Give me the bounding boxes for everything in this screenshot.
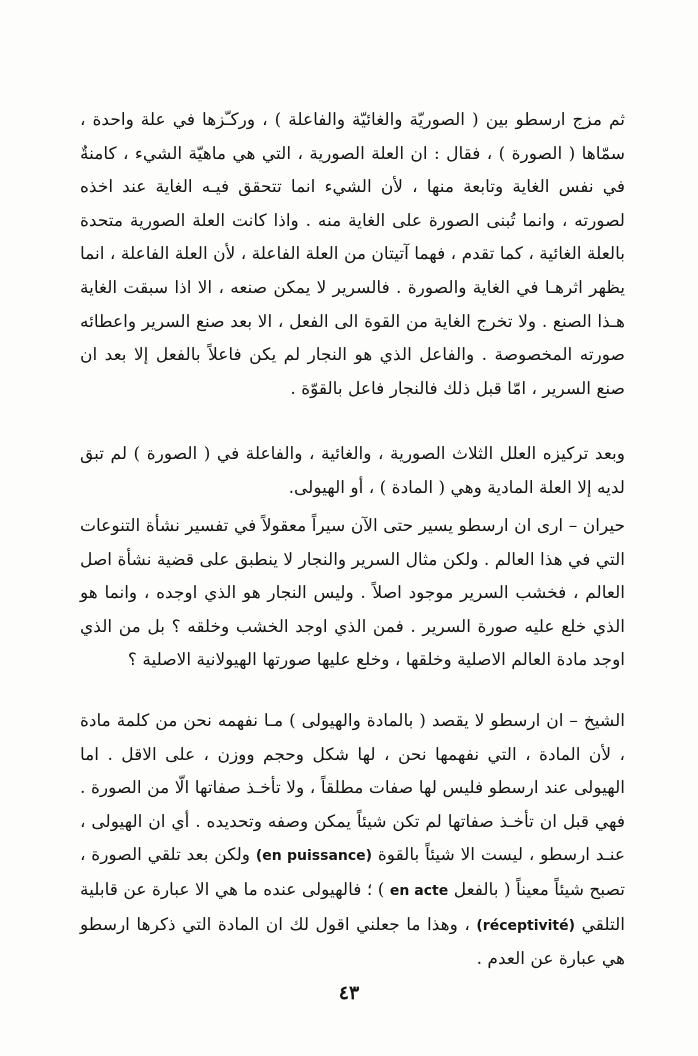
paragraph-aristotle-causes: ثم مزج ارسطو بين ( الصوريّة والغائيّة والفاعلة ) ، وركـّزها في علة واحدة ، سمّاها ( الصورة ) ، فقال : ان العلة الصورية ، التي هي ماهيّة الشيء ، كامنةٌ في نفس الغاية وتابعة منها ، لأن الشيء انما تتحقق فيـه الغاية عند اخذه لصورته ، وانما تُبنى الصورة على الغاية منه . واذا كانت العلة الصورية متحدة بالعلة الغائية ، كما تقدم ، فهما آتيتان من العلة الفاعلة ، لأن العلة الفاعلة ، انما يظهر اثرهـا في الغاية والصورة . فالسرير لا يمكن صنعه ، الا اذا سبقت الغاية هـذا الصنع . ولا تخرج الغاية من القوة الى الفعل ، الا بعد صنع السرير واعطائه صورته المخصوصة . والفاعل الذي هو النجار لم يكن فاعلاً بالفعل إلا بعد ان صنع السرير ، امّا قبل ذلك فالنجار فاعل بالقوّة . — [80, 110, 625, 399]
latin-term-en-acte: en acte — [389, 882, 449, 899]
sheikh-text-part-2: ولكن بعد تلقي الصورة ، تصبح شيئاً معيناً ( بالفعل — [80, 845, 626, 900]
page-number: ٤٣ — [338, 982, 360, 1004]
sheikh-text-part-1: الشيخ – ان ارسطو لا يقصد ( بالمادة والهيولى ) مـا نفهمه نحن من كلمة مادة ، لأن المادة ، التي نفهمها نحن ، لها شكل وحجم ووزن ، على الاقل . اما الهيولى عند ارسطو فليس لها صفات مطلقاً ، ولا تأخـذ صفاتها الّا من الصورة . فهي قبل ان تأخـذ صفاتها لم تكن شيئاً يمكن وصفه وتحديده . أي ان الهيولى ، عنـد ارسطو ، ليست الا شيئاً بالقوة — [80, 711, 626, 866]
sheikh-text-part-4: ، وهذا ما جعلني اقول لك ان المادة التي ذكرها ارسطو هي عبارة عن العدم . — [80, 914, 625, 970]
latin-term-receptivite: (réceptivité) — [476, 917, 576, 934]
latin-term-en-puissance: (en puissance) — [255, 848, 373, 865]
paragraph-hayran-question: حيران – ارى ان ارسطو يسير حتى الآن سيراً معقولاً في تفسير نشأة التنوعات التي في هذا العالم . ولكن مثال السرير والنجار لا ينطبق على قضية نشأة اصل العالم ، فخشب السرير موجود اصلاً . وليس النجار هو الذي اوجده ، وانما هو الذي خلع عليه صورة السرير . فمن الذي اوجد الخشب وخلقه ؟ بل من الذي اوجد مادة العالم الاصلية وخلقها ، وخلع عليها صورتها الهيولانية الاصلية ؟ — [80, 516, 625, 671]
sheikh-text-part-3: ) ؛ فالهيولى عنده ما هي الا عبارة عن قابلية التلقي — [80, 879, 625, 935]
paragraph-material-cause: وبعد تركيزه العلل الثلاث الصورية ، والغائية ، والفاعلة في ( الصورة ) لم تبق لديه إلا العلة المادية وهي ( المادة ) ، أو الهيولى. — [80, 444, 625, 498]
paragraph-sheikh-answer — [80, 705, 625, 977]
